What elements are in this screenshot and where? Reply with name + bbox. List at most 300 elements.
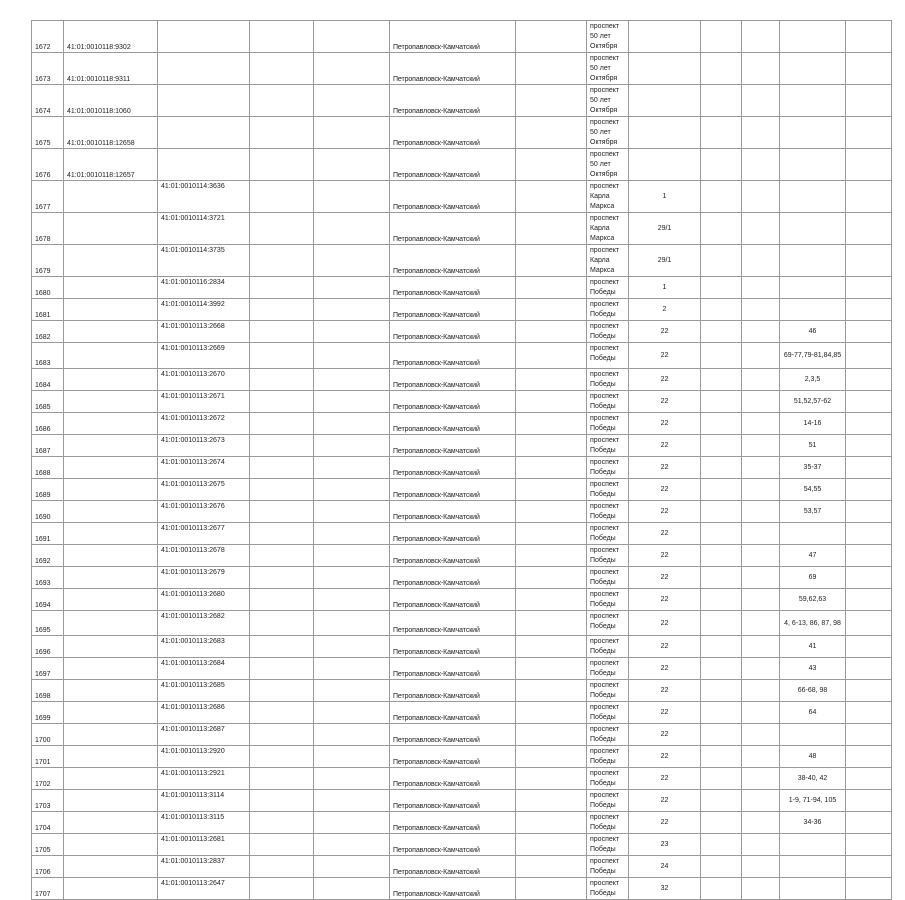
cell-city: Петропавловск-Камчатский xyxy=(390,85,516,117)
cell-flat xyxy=(780,245,846,277)
empty-cell xyxy=(250,589,314,611)
cell-city: Петропавловск-Камчатский xyxy=(390,299,516,321)
table-row xyxy=(32,149,892,181)
empty-cell xyxy=(742,435,780,457)
cell-street: проспект Победы xyxy=(587,277,629,299)
cell-num: 1693 xyxy=(32,567,64,589)
cell-cad2: 41:01:0010113:2669 xyxy=(158,343,250,369)
table-row xyxy=(32,746,892,768)
empty-cell xyxy=(742,611,780,636)
cell-cad2: 41:01:0010113:2682 xyxy=(158,611,250,636)
cell-street: проспект 50 лет Октября xyxy=(587,85,629,117)
cell-house: 1 xyxy=(629,181,701,213)
empty-cell xyxy=(701,545,742,567)
empty-cell xyxy=(701,85,742,117)
cell-house: 22 xyxy=(629,523,701,545)
empty-cell xyxy=(516,85,587,117)
empty-cell xyxy=(250,299,314,321)
table-row xyxy=(32,277,892,299)
empty-cell xyxy=(516,768,587,790)
empty-cell xyxy=(846,702,892,724)
cell-city: Петропавловск-Камчатский xyxy=(390,523,516,545)
cell-num: 1686 xyxy=(32,413,64,435)
table-row xyxy=(32,768,892,790)
empty-cell xyxy=(846,21,892,53)
cell-num: 1702 xyxy=(32,768,64,790)
empty-cell xyxy=(846,149,892,181)
cell-flat: 51,52,57-62 xyxy=(780,391,846,413)
cell-house: 2 xyxy=(629,299,701,321)
empty-cell xyxy=(742,213,780,245)
cell-cad2: 41:01:0010113:2677 xyxy=(158,523,250,545)
empty-cell xyxy=(846,834,892,856)
cell-street: проспект Победы xyxy=(587,545,629,567)
cell-cad2: 41:01:0010113:2647 xyxy=(158,878,250,900)
empty-cell xyxy=(701,658,742,680)
cell-city: Петропавловск-Камчатский xyxy=(390,746,516,768)
cell-street: проспект Победы xyxy=(587,391,629,413)
cell-cad2: 41:01:0010113:2680 xyxy=(158,589,250,611)
cell-cad2 xyxy=(158,85,250,117)
empty-cell xyxy=(250,343,314,369)
cell-num: 1698 xyxy=(32,680,64,702)
cell-street: проспект Победы xyxy=(587,457,629,479)
cell-house: 22 xyxy=(629,790,701,812)
empty-cell xyxy=(701,369,742,391)
empty-cell xyxy=(314,501,390,523)
empty-cell xyxy=(742,567,780,589)
empty-cell xyxy=(701,457,742,479)
cell-flat: 38-40, 42 xyxy=(780,768,846,790)
cell-flat: 64 xyxy=(780,702,846,724)
cell-street: проспект Карла Маркса xyxy=(587,245,629,277)
table-row xyxy=(32,724,892,746)
cell-city: Петропавловск-Камчатский xyxy=(390,457,516,479)
cell-flat: 66-68, 98 xyxy=(780,680,846,702)
empty-cell xyxy=(701,611,742,636)
cell-flat: 1-9, 71-94, 105 xyxy=(780,790,846,812)
empty-cell xyxy=(250,746,314,768)
empty-cell xyxy=(742,117,780,149)
cell-cad1 xyxy=(64,523,158,545)
empty-cell xyxy=(314,636,390,658)
table-row xyxy=(32,812,892,834)
empty-cell xyxy=(701,245,742,277)
empty-cell xyxy=(742,149,780,181)
empty-cell xyxy=(701,413,742,435)
cell-street: проспект Победы xyxy=(587,724,629,746)
cell-cad2: 41:01:0010113:2668 xyxy=(158,321,250,343)
empty-cell xyxy=(742,545,780,567)
cell-street: проспект Победы xyxy=(587,812,629,834)
empty-cell xyxy=(314,812,390,834)
cell-city: Петропавловск-Камчатский xyxy=(390,834,516,856)
cell-street: проспект Победы xyxy=(587,413,629,435)
table-row xyxy=(32,856,892,878)
cell-cad2: 41:01:0010114:3636 xyxy=(158,181,250,213)
empty-cell xyxy=(701,768,742,790)
cell-city: Петропавловск-Камчатский xyxy=(390,702,516,724)
cell-flat: 69 xyxy=(780,567,846,589)
cell-house: 22 xyxy=(629,702,701,724)
empty-cell xyxy=(250,702,314,724)
cell-cad1 xyxy=(64,812,158,834)
empty-cell xyxy=(250,391,314,413)
cell-house: 22 xyxy=(629,391,701,413)
empty-cell xyxy=(314,181,390,213)
cell-cad1 xyxy=(64,611,158,636)
cell-street: проспект Победы xyxy=(587,680,629,702)
cell-cad1 xyxy=(64,589,158,611)
empty-cell xyxy=(701,589,742,611)
empty-cell xyxy=(701,277,742,299)
cell-flat: 51 xyxy=(780,435,846,457)
cell-flat xyxy=(780,181,846,213)
empty-cell xyxy=(742,523,780,545)
cell-cad2: 41:01:0010113:2670 xyxy=(158,369,250,391)
table-row xyxy=(32,321,892,343)
table-row xyxy=(32,391,892,413)
cell-cad1 xyxy=(64,181,158,213)
cell-street: проспект Победы xyxy=(587,878,629,900)
cell-num: 1707 xyxy=(32,878,64,900)
cell-cad1 xyxy=(64,567,158,589)
empty-cell xyxy=(314,299,390,321)
empty-cell xyxy=(314,343,390,369)
empty-cell xyxy=(516,457,587,479)
cell-house: 22 xyxy=(629,680,701,702)
empty-cell xyxy=(314,213,390,245)
cell-street: проспект Победы xyxy=(587,369,629,391)
cell-street: проспект Победы xyxy=(587,435,629,457)
empty-cell xyxy=(701,724,742,746)
empty-cell xyxy=(314,369,390,391)
cell-num: 1706 xyxy=(32,856,64,878)
empty-cell xyxy=(742,343,780,369)
table-row xyxy=(32,413,892,435)
cell-city: Петропавловск-Камчатский xyxy=(390,479,516,501)
empty-cell xyxy=(846,457,892,479)
cell-house: 22 xyxy=(629,636,701,658)
cell-house: 22 xyxy=(629,724,701,746)
cell-city: Петропавловск-Камчатский xyxy=(390,878,516,900)
empty-cell xyxy=(701,435,742,457)
cell-flat: 34-36 xyxy=(780,812,846,834)
empty-cell xyxy=(250,149,314,181)
table-row xyxy=(32,680,892,702)
empty-cell xyxy=(701,636,742,658)
table-row xyxy=(32,702,892,724)
cell-cad2 xyxy=(158,149,250,181)
cell-num: 1699 xyxy=(32,702,64,724)
cell-city: Петропавловск-Камчатский xyxy=(390,856,516,878)
empty-cell xyxy=(742,878,780,900)
empty-cell xyxy=(846,85,892,117)
empty-cell xyxy=(742,413,780,435)
table-row xyxy=(32,117,892,149)
empty-cell xyxy=(314,53,390,85)
cell-city: Петропавловск-Камчатский xyxy=(390,213,516,245)
empty-cell xyxy=(846,213,892,245)
cell-city: Петропавловск-Камчатский xyxy=(390,545,516,567)
cell-city: Петропавловск-Камчатский xyxy=(390,435,516,457)
cell-num: 1691 xyxy=(32,523,64,545)
empty-cell xyxy=(742,680,780,702)
empty-cell xyxy=(742,768,780,790)
empty-cell xyxy=(701,181,742,213)
cell-house: 22 xyxy=(629,435,701,457)
cell-flat xyxy=(780,299,846,321)
cell-house xyxy=(629,149,701,181)
cell-num: 1676 xyxy=(32,149,64,181)
cell-cad1: 41:01:0010118:12657 xyxy=(64,149,158,181)
cell-flat: 48 xyxy=(780,746,846,768)
cell-city: Петропавловск-Камчатский xyxy=(390,181,516,213)
cell-street: проспект Победы xyxy=(587,589,629,611)
cell-num: 1687 xyxy=(32,435,64,457)
cell-house xyxy=(629,21,701,53)
cell-house: 22 xyxy=(629,369,701,391)
cell-cad1 xyxy=(64,878,158,900)
cell-house: 22 xyxy=(629,768,701,790)
empty-cell xyxy=(516,611,587,636)
empty-cell xyxy=(846,299,892,321)
cell-house: 22 xyxy=(629,479,701,501)
cell-cad2: 41:01:0010113:3115 xyxy=(158,812,250,834)
cell-cad1 xyxy=(64,391,158,413)
cell-cad1 xyxy=(64,299,158,321)
cell-cad1 xyxy=(64,702,158,724)
cell-city: Петропавловск-Камчатский xyxy=(390,117,516,149)
cell-cad2: 41:01:0010113:2687 xyxy=(158,724,250,746)
empty-cell xyxy=(701,391,742,413)
empty-cell xyxy=(250,501,314,523)
empty-cell xyxy=(250,413,314,435)
cell-street: проспект Победы xyxy=(587,658,629,680)
cell-city: Петропавловск-Камчатский xyxy=(390,812,516,834)
cell-num: 1674 xyxy=(32,85,64,117)
cell-city: Петропавловск-Камчатский xyxy=(390,768,516,790)
empty-cell xyxy=(846,321,892,343)
cell-cad1 xyxy=(64,834,158,856)
empty-cell xyxy=(516,589,587,611)
empty-cell xyxy=(516,321,587,343)
empty-cell xyxy=(742,501,780,523)
cell-flat: 2,3,5 xyxy=(780,369,846,391)
empty-cell xyxy=(314,746,390,768)
empty-cell xyxy=(314,856,390,878)
empty-cell xyxy=(742,589,780,611)
empty-cell xyxy=(701,523,742,545)
empty-cell xyxy=(314,413,390,435)
empty-cell xyxy=(314,768,390,790)
cell-cad1 xyxy=(64,636,158,658)
empty-cell xyxy=(701,878,742,900)
cell-cad1 xyxy=(64,658,158,680)
empty-cell xyxy=(701,567,742,589)
cell-flat xyxy=(780,149,846,181)
cell-num: 1700 xyxy=(32,724,64,746)
empty-cell xyxy=(250,834,314,856)
empty-cell xyxy=(742,321,780,343)
empty-cell xyxy=(846,117,892,149)
empty-cell xyxy=(250,724,314,746)
cell-street: проспект Победы xyxy=(587,856,629,878)
empty-cell xyxy=(314,117,390,149)
cell-num: 1695 xyxy=(32,611,64,636)
empty-cell xyxy=(846,391,892,413)
empty-cell xyxy=(701,117,742,149)
empty-cell xyxy=(516,658,587,680)
cell-city: Петропавловск-Камчатский xyxy=(390,277,516,299)
empty-cell xyxy=(846,567,892,589)
empty-cell xyxy=(516,413,587,435)
empty-cell xyxy=(314,479,390,501)
cell-num: 1675 xyxy=(32,117,64,149)
cell-house: 22 xyxy=(629,343,701,369)
cell-num: 1704 xyxy=(32,812,64,834)
empty-cell xyxy=(314,567,390,589)
empty-cell xyxy=(250,277,314,299)
table-row xyxy=(32,299,892,321)
cell-flat: 53,57 xyxy=(780,501,846,523)
empty-cell xyxy=(250,85,314,117)
cell-num: 1680 xyxy=(32,277,64,299)
cell-cad2: 41:01:0010114:3721 xyxy=(158,213,250,245)
table-row xyxy=(32,369,892,391)
cell-street: проспект Победы xyxy=(587,501,629,523)
cell-flat xyxy=(780,213,846,245)
cell-house: 22 xyxy=(629,501,701,523)
cell-city: Петропавловск-Камчатский xyxy=(390,245,516,277)
empty-cell xyxy=(314,724,390,746)
cell-flat xyxy=(780,277,846,299)
empty-cell xyxy=(516,724,587,746)
empty-cell xyxy=(516,567,587,589)
empty-cell xyxy=(250,369,314,391)
cell-street: проспект Победы xyxy=(587,768,629,790)
cell-street: проспект Карла Маркса xyxy=(587,181,629,213)
cell-num: 1689 xyxy=(32,479,64,501)
empty-cell xyxy=(846,181,892,213)
cell-cad1 xyxy=(64,343,158,369)
empty-cell xyxy=(516,21,587,53)
cell-num: 1672 xyxy=(32,21,64,53)
empty-cell xyxy=(701,213,742,245)
cell-street: проспект Победы xyxy=(587,746,629,768)
cell-cad2 xyxy=(158,117,250,149)
empty-cell xyxy=(742,245,780,277)
empty-cell xyxy=(314,790,390,812)
cell-house: 22 xyxy=(629,567,701,589)
cell-house: 22 xyxy=(629,611,701,636)
cell-flat: 41 xyxy=(780,636,846,658)
cell-city: Петропавловск-Камчатский xyxy=(390,53,516,85)
table-row xyxy=(32,435,892,457)
empty-cell xyxy=(846,479,892,501)
cell-house: 1 xyxy=(629,277,701,299)
cell-cad2 xyxy=(158,21,250,53)
cell-house: 29/1 xyxy=(629,245,701,277)
cell-house: 22 xyxy=(629,457,701,479)
table-row xyxy=(32,636,892,658)
empty-cell xyxy=(846,501,892,523)
empty-cell xyxy=(314,611,390,636)
empty-cell xyxy=(701,321,742,343)
empty-cell xyxy=(314,85,390,117)
empty-cell xyxy=(846,746,892,768)
cell-cad1: 41:01:0010118:12658 xyxy=(64,117,158,149)
cell-house: 22 xyxy=(629,812,701,834)
table-row xyxy=(32,611,892,636)
cell-street: проспект 50 лет Октября xyxy=(587,53,629,85)
empty-cell xyxy=(314,435,390,457)
cell-cad2: 41:01:0010113:2679 xyxy=(158,567,250,589)
empty-cell xyxy=(516,501,587,523)
cell-flat xyxy=(780,724,846,746)
empty-cell xyxy=(701,299,742,321)
empty-cell xyxy=(250,479,314,501)
empty-cell xyxy=(314,702,390,724)
table-row xyxy=(32,523,892,545)
empty-cell xyxy=(314,680,390,702)
cell-cad1 xyxy=(64,413,158,435)
cell-city: Петропавловск-Камчатский xyxy=(390,501,516,523)
cell-num: 1694 xyxy=(32,589,64,611)
empty-cell xyxy=(742,479,780,501)
empty-cell xyxy=(314,523,390,545)
cell-street: проспект 50 лет Октября xyxy=(587,21,629,53)
cell-cad2: 41:01:0010113:2676 xyxy=(158,501,250,523)
empty-cell xyxy=(250,545,314,567)
cell-num: 1677 xyxy=(32,181,64,213)
empty-cell xyxy=(742,53,780,85)
cell-cad2: 41:01:0010113:2671 xyxy=(158,391,250,413)
empty-cell xyxy=(846,523,892,545)
table-row xyxy=(32,457,892,479)
table-row xyxy=(32,878,892,900)
empty-cell xyxy=(846,768,892,790)
empty-cell xyxy=(846,856,892,878)
cell-street: проспект Победы xyxy=(587,567,629,589)
empty-cell xyxy=(314,545,390,567)
empty-cell xyxy=(516,299,587,321)
cell-house: 22 xyxy=(629,321,701,343)
empty-cell xyxy=(742,834,780,856)
cell-cad2: 41:01:0010116:2834 xyxy=(158,277,250,299)
cell-house: 22 xyxy=(629,413,701,435)
table-row xyxy=(32,479,892,501)
empty-cell xyxy=(846,435,892,457)
empty-cell xyxy=(250,117,314,149)
cell-street: проспект Победы xyxy=(587,702,629,724)
cell-city: Петропавловск-Камчатский xyxy=(390,589,516,611)
cell-cad1: 41:01:0010118:9302 xyxy=(64,21,158,53)
empty-cell xyxy=(250,21,314,53)
empty-cell xyxy=(701,501,742,523)
empty-cell xyxy=(846,277,892,299)
empty-cell xyxy=(516,856,587,878)
cell-house xyxy=(629,53,701,85)
empty-cell xyxy=(846,611,892,636)
cell-flat xyxy=(780,834,846,856)
cell-street: проспект Победы xyxy=(587,790,629,812)
cell-city: Петропавловск-Камчатский xyxy=(390,149,516,181)
cell-num: 1701 xyxy=(32,746,64,768)
empty-cell xyxy=(742,21,780,53)
cell-flat xyxy=(780,21,846,53)
empty-cell xyxy=(742,299,780,321)
